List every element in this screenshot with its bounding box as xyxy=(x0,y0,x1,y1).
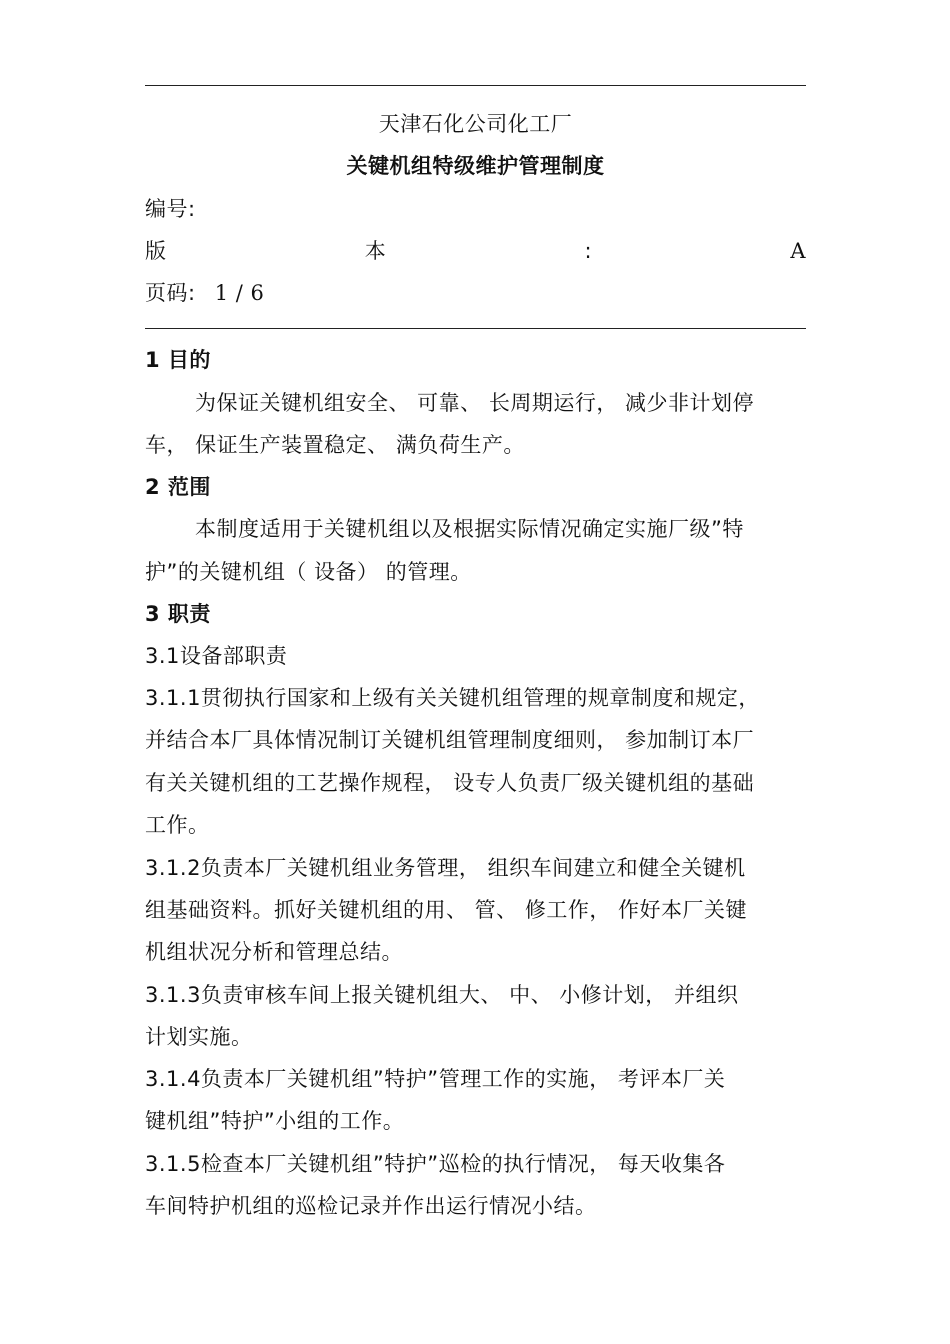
paragraph-line: 为保证关键机组安全、 可靠、 长周期运行， 减少非计划停 xyxy=(195,391,755,415)
paragraph-line: 护”的关键机组（ 设备） 的管理。 xyxy=(145,560,472,584)
header-rule xyxy=(145,328,806,329)
subsection-heading: 3.1设备部职责 xyxy=(145,644,288,668)
paragraph-line: 3.1.2负责本厂关键机组业务管理， 组织车间建立和健全关键机 xyxy=(145,856,746,880)
paragraph-line: 3.1.4负责本厂关键机组”特护”管理工作的实施， 考评本厂关 xyxy=(145,1067,726,1091)
number-label: 编号: xyxy=(145,197,196,221)
paragraph-line: 组基础资料。抓好关键机组的用、 管、 修工作， 作好本厂关键 xyxy=(145,898,748,922)
paragraph-line: 本制度适用于关键机组以及根据实际情况确定实施厂级”特 xyxy=(195,517,744,541)
page-value: 1 / 6 xyxy=(214,281,265,305)
paragraph-line: 车， 保证生产装置稳定、 满负荷生产。 xyxy=(145,433,525,457)
paragraph-line: 键机组”特护”小组的工作。 xyxy=(145,1109,405,1133)
paragraph-line: 工作。 xyxy=(145,813,210,837)
version-label-char: 本 xyxy=(364,239,387,263)
paragraph-line: 机组状况分析和管理总结。 xyxy=(145,940,403,964)
version-row xyxy=(145,230,806,272)
document-page xyxy=(145,0,806,1344)
paragraph-line: 3.1.5检查本厂关键机组”特护”巡检的执行情况， 每天收集各 xyxy=(145,1152,726,1176)
version-label-char: : xyxy=(584,239,593,263)
document-title: 关键机组特级维护管理制度 xyxy=(346,154,605,178)
section-1-heading: 1 目的 xyxy=(145,348,211,372)
paragraph-line: 计划实施。 xyxy=(145,1025,253,1049)
version-label-char: 版 xyxy=(145,239,167,263)
version-value: A xyxy=(790,239,806,263)
top-rule xyxy=(145,85,806,86)
paragraph-line: 车间特护机组的巡检记录并作出运行情况小结。 xyxy=(145,1194,597,1218)
paragraph-line: 3.1.3负责审核车间上报关键机组大、 中、 小修计划， 并组织 xyxy=(145,983,739,1007)
section-2-heading: 2 范围 xyxy=(145,475,211,499)
page-label: 页码: xyxy=(145,281,196,305)
page-row xyxy=(145,272,806,314)
section-3-heading: 3 职责 xyxy=(145,602,211,626)
paragraph-line: 有关关键机组的工艺操作规程， 设专人负责厂级关键机组的基础 xyxy=(145,771,755,795)
paragraph-line: 并结合本厂具体情况制订关键机组管理制度细则， 参加制订本厂 xyxy=(145,728,755,752)
paragraph-line: 3.1.1贯彻执行国家和上级有关关键机组管理的规章制度和规定， xyxy=(145,686,760,710)
company-name: 天津石化公司化工厂 xyxy=(378,112,573,136)
